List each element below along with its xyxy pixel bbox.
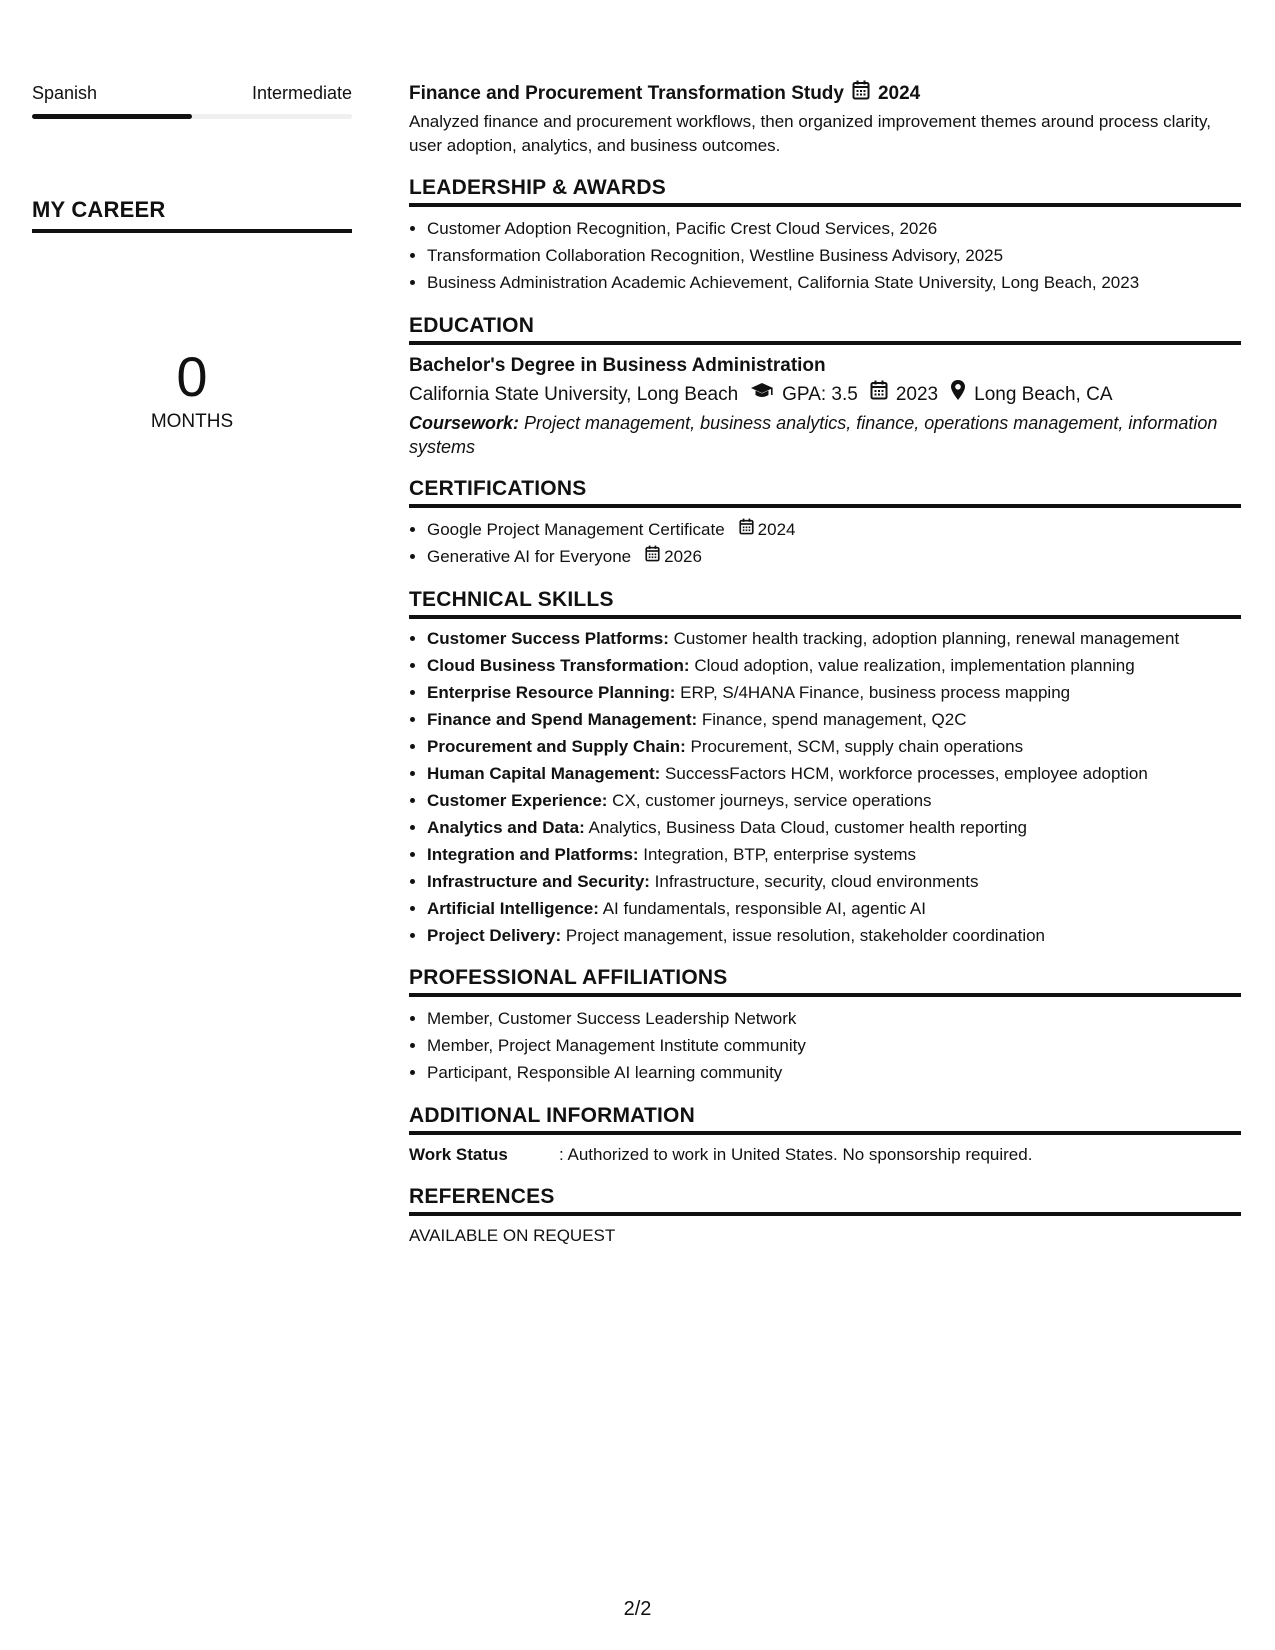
skills-heading: TECHNICAL SKILLS (409, 586, 1241, 619)
skill-label: Enterprise Resource Planning: (427, 683, 676, 702)
main-column (409, 80, 1241, 1248)
list-item (427, 654, 1241, 678)
certifications-list (409, 516, 1241, 570)
list-item (427, 897, 1241, 921)
page-number: 2/2 (623, 1598, 652, 1620)
work-status-label: Work Status (409, 1145, 508, 1164)
skill-label: Infrastructure and Security: (427, 872, 650, 891)
affiliations-heading: PROFESSIONAL AFFILIATIONS (409, 964, 1241, 997)
language-proficiency-fill (32, 114, 192, 119)
skill-label: Project Delivery: (427, 926, 562, 945)
school-name: California State University, Long Beach (409, 384, 739, 405)
degree-title: Bachelor's Degree in Business Administration (409, 355, 826, 376)
location-pin-icon (950, 379, 966, 411)
references-heading: REFERENCES (409, 1183, 1241, 1216)
list-item (427, 870, 1241, 894)
certification-name: • Generative AI for Everyone (427, 547, 632, 566)
list-item (427, 789, 1241, 813)
language-proficiency-bar (32, 114, 352, 119)
skill-label: Customer Success Platforms: (427, 629, 669, 648)
skill-text: CX, customer journeys, service operations (607, 791, 932, 810)
skill-text: Infrastructure, security, cloud environments (649, 872, 979, 891)
career-duration (32, 345, 352, 433)
list-item: • Customer Adoption Recognition, Pacific Crest Cloud Services, 2026 (427, 215, 1241, 242)
list-item (427, 681, 1241, 705)
certification-year: 2026 (664, 547, 702, 566)
calendar-icon (739, 516, 754, 543)
references-text: AVAILABLE ON REQUEST (409, 1226, 616, 1245)
certification-name: • Google Project Management Certificate (427, 520, 725, 539)
list-item (427, 543, 1241, 570)
affiliations-list (409, 1005, 1241, 1086)
skill-label: Artificial Intelligence: (427, 899, 599, 918)
leadership-heading: LEADERSHIP & AWARDS (409, 174, 1241, 207)
project-title: Finance and Procurement Transformation Study (409, 83, 844, 104)
calendar-icon (852, 80, 870, 108)
education-heading: EDUCATION (409, 312, 1241, 345)
skill-text: Finance, spend management, Q2C (697, 710, 967, 729)
skill-label: Human Capital Management: (427, 764, 661, 783)
skill-label: Procurement and Supply Chain: (427, 737, 686, 756)
language-row (32, 80, 352, 106)
list-item (427, 816, 1241, 840)
leadership-list (409, 215, 1241, 296)
work-status-value: : Authorized to work in United States. No sponsorship required. (559, 1145, 1033, 1164)
certifications-heading: CERTIFICATIONS (409, 475, 1241, 508)
skill-text: AI fundamentals, responsible AI, agentic AI (598, 899, 926, 918)
list-item (427, 627, 1241, 651)
gpa: GPA: 3.5 (782, 384, 858, 405)
list-item (427, 516, 1241, 543)
project-description: Analyzed finance and procurement workflows, then organized improvement themes around process clarity, user adoption, analytics, and business outcomes. (409, 112, 1211, 155)
project-title-row (409, 80, 1241, 108)
skill-text: Analytics, Business Data Cloud, customer health reporting (584, 818, 1027, 837)
list-item (427, 762, 1241, 786)
list-item: • Member, Project Management Institute community (427, 1032, 1241, 1059)
education-details (409, 379, 1241, 411)
coursework-text: Project management, business analytics, finance, operations management, information systems (409, 413, 1218, 457)
work-status-row (409, 1143, 1241, 1167)
coursework-label: Coursework: (409, 413, 520, 433)
skill-text: Project management, issue resolution, stakeholder coordination (561, 926, 1046, 945)
list-item: • Member, Customer Success Leadership Network (427, 1005, 1241, 1032)
skill-label: Finance and Spend Management: (427, 710, 698, 729)
additional-info-heading: ADDITIONAL INFORMATION (409, 1102, 1241, 1135)
sidebar (32, 80, 352, 433)
skill-text: Integration, BTP, enterprise systems (638, 845, 917, 864)
list-item: • Participant, Responsible AI learning community (427, 1059, 1241, 1086)
skill-text: Customer health tracking, adoption planning, renewal management (668, 629, 1180, 648)
career-unit: MONTHS (150, 411, 234, 432)
skill-label: Customer Experience: (427, 791, 608, 810)
list-item: • Business Administration Academic Achievement, California State University, Long Beach, 2023 (427, 269, 1241, 296)
calendar-icon (645, 543, 660, 570)
language-name: Spanish (32, 83, 98, 103)
skill-text: Cloud adoption, value realization, implementation planning (689, 656, 1135, 675)
skill-label: Analytics and Data: (427, 818, 585, 837)
list-item (427, 924, 1241, 948)
career-heading: MY CAREER (32, 197, 352, 233)
school-location: Long Beach, CA (974, 384, 1113, 405)
skill-text: SuccessFactors HCM, workforce processes, employee adoption (660, 764, 1148, 783)
language-level: Intermediate (251, 83, 352, 103)
list-item (427, 708, 1241, 732)
calendar-icon (870, 380, 888, 410)
career-value: 0 (176, 345, 208, 408)
list-item: • Transformation Collaboration Recognition, Westline Business Advisory, 2025 (427, 242, 1241, 269)
skill-label: Cloud Business Transformation: (427, 656, 690, 675)
graduation-cap-icon (750, 380, 774, 410)
skill-label: Integration and Platforms: (427, 845, 639, 864)
project-year: 2024 (877, 83, 921, 104)
certification-year: 2024 (757, 520, 796, 539)
list-item (427, 735, 1241, 759)
skill-text: ERP, S/4HANA Finance, business process mapping (675, 683, 1071, 702)
coursework (409, 411, 1241, 459)
skills-list (409, 627, 1241, 948)
list-item (427, 843, 1241, 867)
graduation-year: 2023 (895, 384, 939, 405)
skill-text: Procurement, SCM, supply chain operations (685, 737, 1024, 756)
